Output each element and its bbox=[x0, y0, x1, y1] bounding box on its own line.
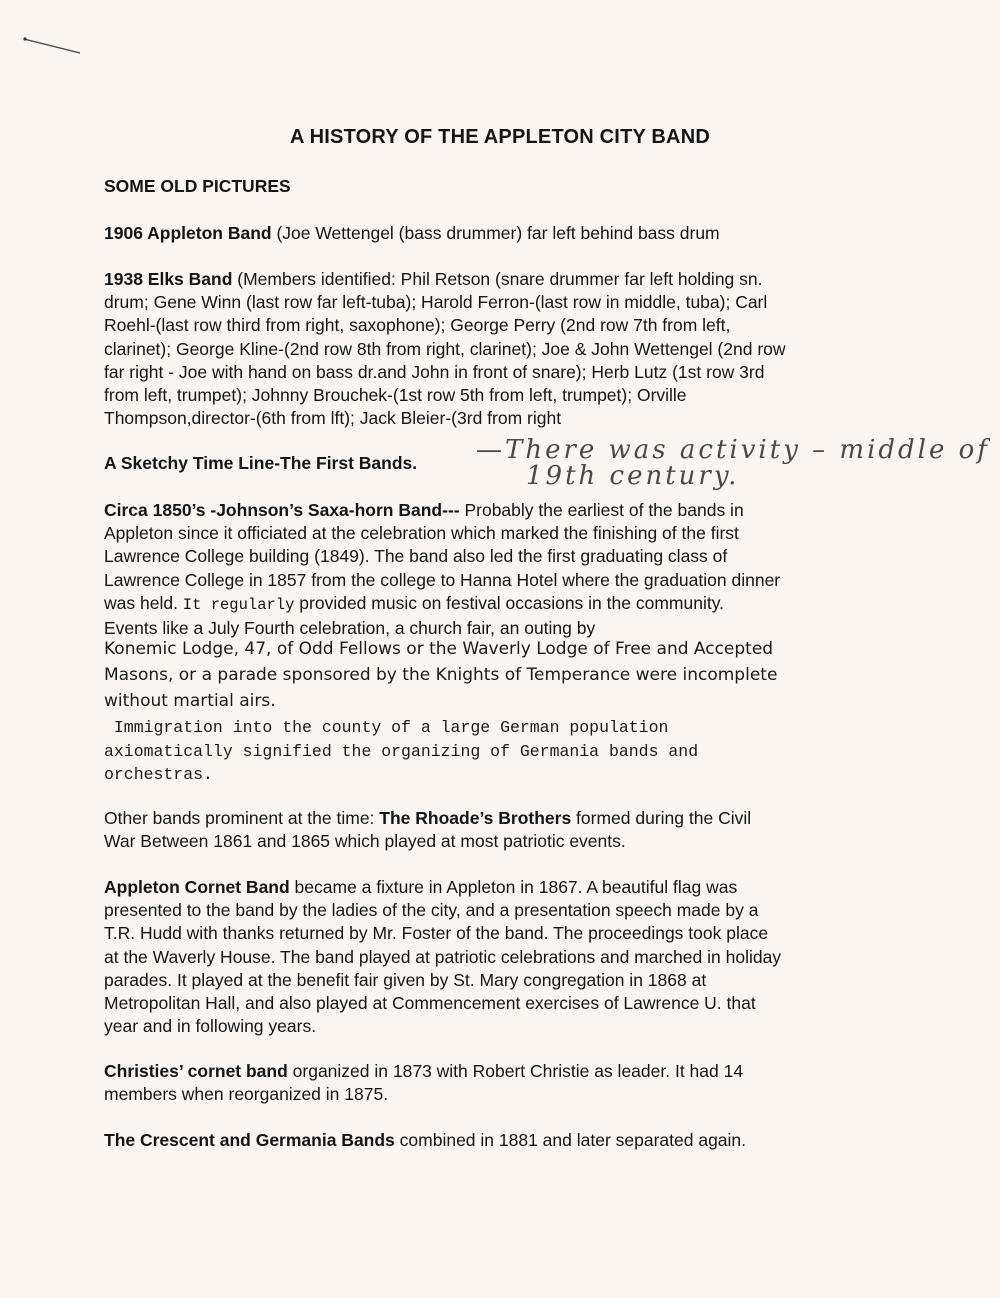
text-line: Metropolitan Hall, and also played at Commencement exercises of Lawrence U. that bbox=[104, 993, 756, 1014]
handwritten-note-line2: 19th century. bbox=[526, 461, 740, 491]
text-line: formed during the Civil bbox=[571, 808, 752, 828]
text-line: far right - Joe with hand on bass dr.and John in front of snare); Herb Lutz (1st row 3rd bbox=[104, 361, 765, 382]
text-line: orchestras. bbox=[104, 765, 213, 784]
heading-1906-band: 1906 Appleton Band bbox=[104, 223, 272, 243]
text-1906-band: (Joe Wettengel (bass drummer) far left behind bass drum bbox=[271, 223, 720, 243]
heading-rhoades-brothers: The Rhoade’s Brothers bbox=[379, 808, 572, 828]
text-line: War Between 1861 and 1865 which played at most patriotic events. bbox=[104, 831, 626, 852]
text-line: without martial airs. bbox=[104, 691, 276, 711]
text-line: Roehl-(last row third from right, saxophone); George Perry (2nd row 7th from left, bbox=[104, 315, 731, 336]
paragraph-immigration bbox=[104, 716, 904, 787]
paragraph-1906-band bbox=[104, 222, 894, 245]
paragraph-lodge-events bbox=[104, 636, 904, 714]
text-line: Lawrence College in 1857 from the college to Hanna Hotel where the graduation dinner bbox=[104, 569, 781, 590]
paragraph-crescent-germania-bands bbox=[104, 1129, 894, 1152]
text-line: Masons, or a parade sponsored by the Knights of Temperance were incomplete bbox=[104, 665, 778, 685]
text-line: members when reorganized in 1875. bbox=[104, 1084, 389, 1105]
text-line: became a fixture in Appleton in 1867. A beautiful flag was bbox=[289, 877, 738, 897]
document-title: A HISTORY OF THE APPLETON CITY BAND bbox=[289, 126, 710, 148]
pen-stroke-mark bbox=[22, 36, 84, 58]
text-line: Lawrence College building (1849). The band also led the first graduating class of bbox=[104, 546, 728, 567]
handwritten-note bbox=[470, 418, 990, 498]
text-line: T.R. Hudd with thanks returned by Mr. Foster of the band. The proceedings took place bbox=[104, 923, 769, 944]
heading-saxa-horn-band: Circa 1850’s -Johnson’s Saxa-horn Band--- bbox=[104, 500, 460, 520]
text-line: parades. It played at the benefit fair given by St. Mary congregation in 1868 at bbox=[104, 969, 707, 990]
handwritten-note-line1: —There was activity – middle of bbox=[476, 435, 990, 465]
text-line: combined in 1881 and later separated again. bbox=[394, 1130, 747, 1150]
text-line: was held. bbox=[104, 592, 183, 613]
paragraph-other-bands bbox=[104, 807, 894, 853]
text-line: drum; Gene Winn (last row far left-tuba); Harold Ferron-(last row in middle, tuba); Carl bbox=[104, 292, 768, 313]
text-line: Immigration into the county of a large German population bbox=[104, 718, 669, 737]
time-line-heading-text: A Sketchy Time Line-The First Bands. bbox=[104, 453, 418, 473]
section-heading-old-pictures: SOME OLD PICTURES bbox=[104, 176, 291, 196]
heading-1938-elks-band: 1938 Elks Band bbox=[104, 269, 233, 289]
text-line: at the Waverly House. The band played at patriotic celebrations and marched in holiday bbox=[104, 946, 782, 967]
text-line: Konemic Lodge, 47, of Odd Fellows or the Waverly Lodge of Free and Accepted bbox=[104, 639, 774, 659]
paragraph-appleton-cornet-band bbox=[104, 876, 894, 1038]
heading-appleton-cornet-band: Appleton Cornet Band bbox=[104, 877, 290, 897]
text-line: provided music on festival occasions in the community. bbox=[294, 592, 725, 613]
paragraph-christies-cornet-band bbox=[104, 1060, 894, 1106]
typewritten-fragment: It regularly bbox=[182, 595, 295, 614]
text-line: axiomatically signified the organizing of Germania bands and bbox=[104, 741, 699, 761]
heading-crescent-germania-bands: The Crescent and Germania Bands bbox=[104, 1130, 395, 1150]
text-line: Thompson,director-(6th from lft); Jack Bleier-(3rd from right bbox=[104, 408, 562, 429]
text-line: Events like a July Fourth celebration, a church fair, an outing by bbox=[104, 618, 596, 639]
text-line: Appleton since it officiated at the celebration which marked the finishing of the first bbox=[104, 523, 739, 544]
text-line: Probably the earliest of the bands in bbox=[459, 500, 744, 520]
heading-christies-cornet-band: Christies’ cornet band bbox=[104, 1061, 288, 1081]
text-line: clarinet); George Kline-(2nd row 8th from right, clarinet); Joe & John Wettengel (2nd row bbox=[104, 338, 786, 359]
text-line: Other bands prominent at the time: bbox=[104, 808, 380, 828]
text-line: organized in 1873 with Robert Christie as leader. It had 14 bbox=[287, 1061, 744, 1081]
text-line: year and in following years. bbox=[104, 1016, 317, 1037]
text-line: (Members identified: Phil Retson (snare drummer far left holding sn. bbox=[232, 269, 763, 289]
paragraph-johnsons-saxa-horn-band bbox=[104, 499, 894, 640]
paragraph-1938-elks-band bbox=[104, 268, 894, 430]
text-line: presented to the band by the ladies of the city, and a presentation speech made by a bbox=[104, 900, 759, 921]
text-line: from left, trumpet); Johnny Brouchek-(1st row 5th from left, trumpet); Orville bbox=[104, 385, 687, 406]
